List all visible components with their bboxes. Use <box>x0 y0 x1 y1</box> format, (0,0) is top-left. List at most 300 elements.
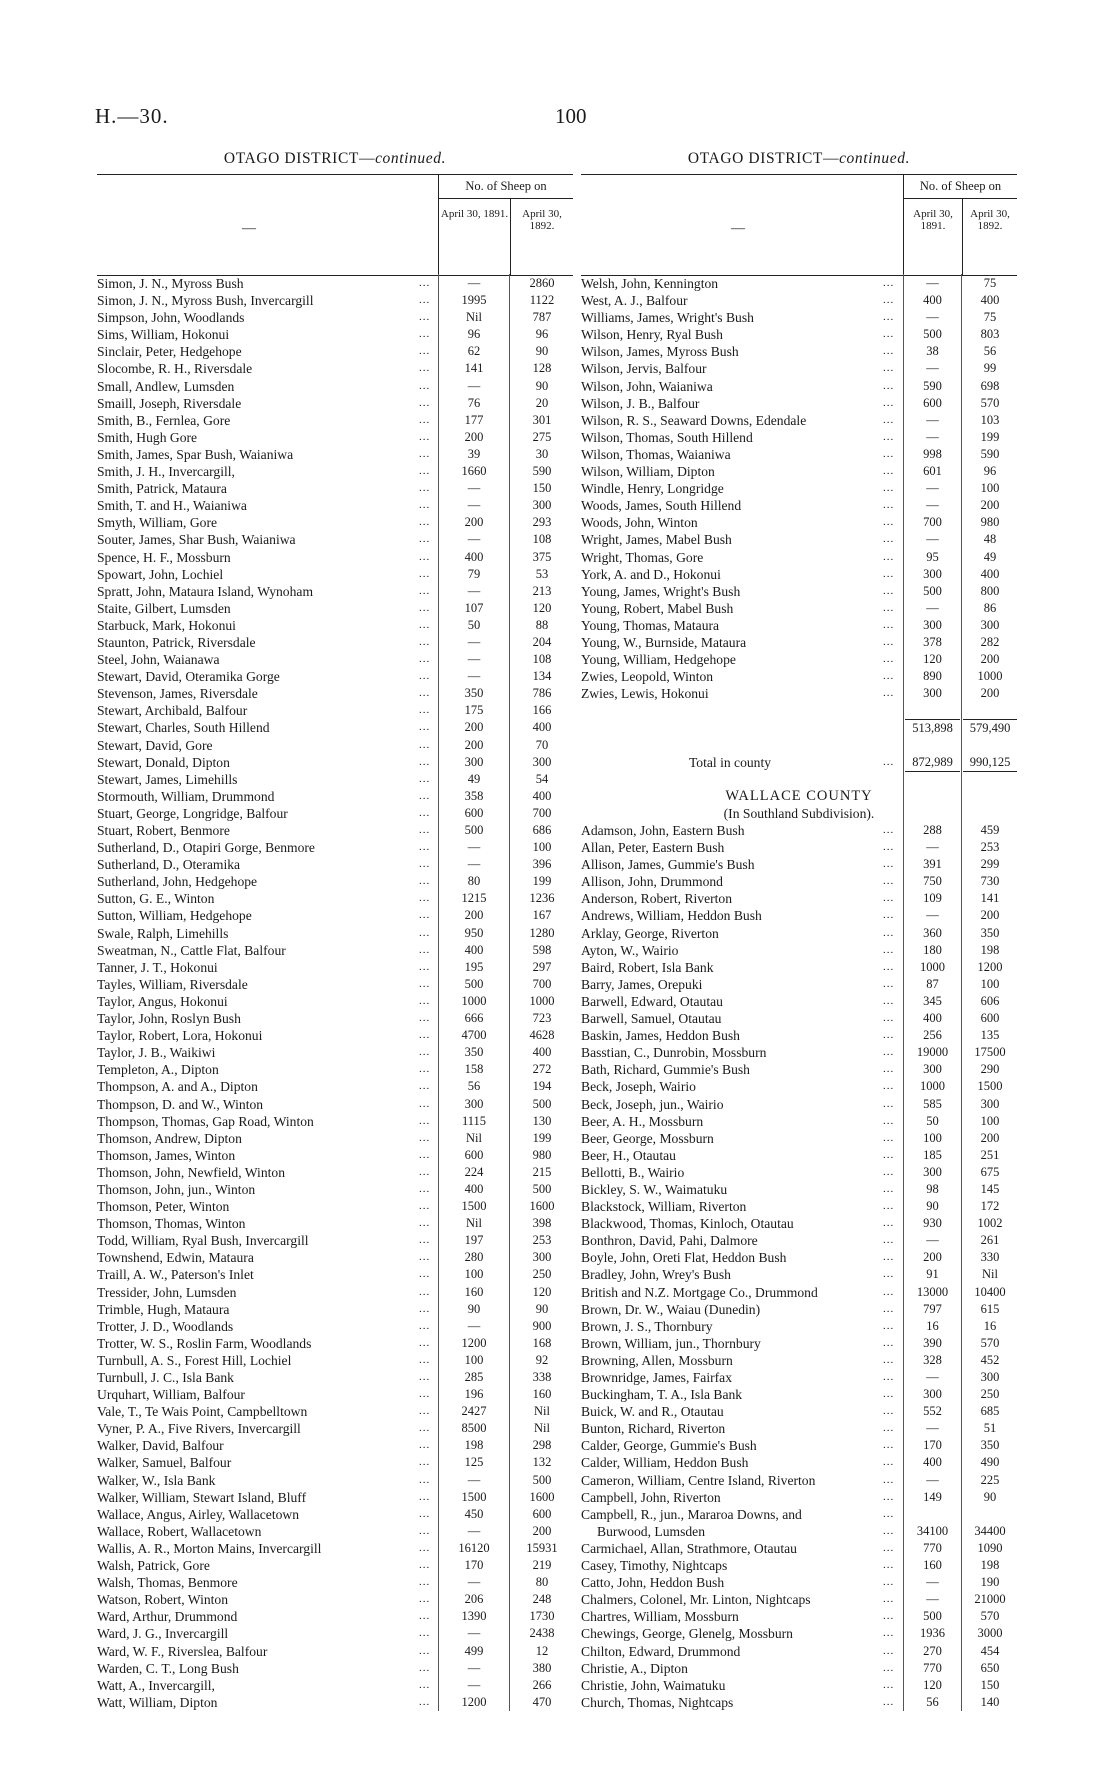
table-row <box>97 1437 573 1454</box>
table-row <box>97 651 573 668</box>
leader-dots: ... <box>419 687 431 700</box>
sheep-1892: 350 <box>980 1438 1000 1453</box>
table-row <box>97 1164 573 1181</box>
table-row <box>97 1061 573 1078</box>
leader-dots: ... <box>419 1097 431 1110</box>
leader-dots: ... <box>883 1593 895 1606</box>
table-row <box>581 1061 1017 1078</box>
sheep-1891: 378 <box>923 634 942 649</box>
sheep-1892: 160 <box>532 1387 552 1402</box>
leader-dots: ... <box>883 1490 895 1503</box>
table-row <box>581 1010 1017 1027</box>
owner-name: Ayton, W., Wairio <box>581 942 679 958</box>
sheep-1892: 300 <box>532 1250 552 1265</box>
owner-name: Trimble, Hugh, Mataura <box>97 1301 230 1317</box>
leader-dots: ... <box>419 1371 431 1383</box>
table-row <box>581 1147 1017 1164</box>
leader-dots: ... <box>419 533 431 546</box>
sheep-1891: — <box>467 840 481 855</box>
sheep-1891: 120 <box>923 652 942 667</box>
sheep-1891: 666 <box>464 1011 484 1026</box>
owner-name: Beer, George, Mossburn <box>581 1130 714 1146</box>
sheep-1892: 199 <box>980 429 1000 444</box>
sheep-1891: 91 <box>926 1267 939 1282</box>
sheep-1891: 300 <box>464 1096 484 1111</box>
leader-dots: ... <box>883 567 895 580</box>
sheep-count-header <box>438 175 573 275</box>
leader-dots: ... <box>419 1627 431 1640</box>
leader-dots: ... <box>419 1285 431 1298</box>
owner-name: Simon, J. N., Myross Bush, Invercargill <box>97 293 314 309</box>
owner-name: Smith, T. and H., Waianiwa <box>97 498 247 514</box>
table-row <box>97 1386 573 1403</box>
table-row <box>97 805 573 822</box>
owner-name: Wallis, A. R., Morton Mains, Invercargill <box>97 1540 322 1556</box>
sheep-1891: 400 <box>923 1455 942 1470</box>
sheep-1892: 15931 <box>526 1540 558 1555</box>
leader-dots: ... <box>419 824 431 836</box>
table-row <box>581 993 1017 1010</box>
sheep-1891: 1995 <box>461 293 487 308</box>
sheep-1892: 1280 <box>529 925 555 940</box>
table-row <box>581 1608 1017 1625</box>
sheep-1892: 16 <box>983 1318 997 1333</box>
right-table-header <box>581 174 1017 276</box>
sheep-1891: 100 <box>923 1130 942 1145</box>
sheep-1892: 54 <box>535 771 549 786</box>
sheep-1892: 650 <box>980 1660 1000 1675</box>
leader-dots: ... <box>883 1456 895 1469</box>
table-row <box>97 942 573 959</box>
leader-dots: ... <box>883 482 895 495</box>
table-row <box>581 1198 1017 1215</box>
col-1891-header: April 30, 1891. <box>440 208 509 220</box>
owner-name: Browning, Allen, Mossburn <box>581 1352 733 1368</box>
sheep-1891: 200 <box>464 429 484 444</box>
table-row <box>581 1677 1017 1694</box>
sheep-1891: 177 <box>464 412 484 427</box>
owner-name: Bellotti, B., Wairio <box>581 1164 685 1180</box>
sheep-1891: 56 <box>467 1079 481 1094</box>
owner-name: Sutherland, D., Otapiri Gorge, Benmore <box>97 840 315 856</box>
sheep-1892: 145 <box>980 1181 1000 1196</box>
table-row <box>581 429 1017 446</box>
sheep-1891: 300 <box>923 566 942 581</box>
leader-dots: ... <box>883 465 895 478</box>
owner-name: Wright, James, Mabel Bush <box>581 532 732 548</box>
sheep-1891: 890 <box>923 669 942 684</box>
sheep-1892: 290 <box>980 1062 1000 1077</box>
sheep-1892: 108 <box>532 652 552 667</box>
sheep-1892: 803 <box>980 327 1000 342</box>
sheep-1891: 300 <box>923 1062 942 1077</box>
table-row <box>581 1403 1017 1420</box>
owner-name: Thomson, Thomas, Winton <box>97 1216 246 1232</box>
table-row <box>97 1010 573 1027</box>
table-row <box>97 1318 573 1335</box>
table-row <box>581 480 1017 497</box>
table-row <box>97 378 573 395</box>
leader-dots: ... <box>883 1661 895 1674</box>
owner-name: Todd, William, Ryal Bush, Invercargill <box>97 1233 309 1249</box>
table-row <box>97 634 573 651</box>
owner-name: Trotter, J. D., Woodlands <box>97 1318 234 1334</box>
owner-name: Baskin, James, Heddon Bush <box>581 1028 740 1044</box>
sheep-1892: 190 <box>980 1575 1000 1590</box>
leader-dots: ... <box>883 687 895 700</box>
table-row <box>97 685 573 702</box>
sheep-1891: — <box>926 481 939 496</box>
leader-dots: ... <box>419 704 431 717</box>
sheep-1891: — <box>467 1472 481 1487</box>
sheep-1892: 150 <box>980 1677 1000 1692</box>
leader-dots: ... <box>883 875 895 888</box>
sheep-1891: 13000 <box>916 1284 949 1299</box>
leader-dots: ... <box>883 1388 895 1401</box>
sheep-1891: — <box>926 908 939 923</box>
sheep-1891: 141 <box>464 361 484 376</box>
owner-name: British and N.Z. Mortgage Co., Drummond <box>581 1284 818 1300</box>
leader-dots: ... <box>419 1678 431 1691</box>
sheep-1891: 38 <box>926 344 939 359</box>
table-row <box>97 566 573 583</box>
sheep-1892: 194 <box>532 1079 552 1094</box>
owner-name: Young, Robert, Mabel Bush <box>581 600 734 616</box>
sheep-1891: 200 <box>464 720 484 735</box>
leader-dots: ... <box>419 1336 431 1349</box>
sheep-group-title: No. of Sheep on <box>439 175 573 199</box>
owner-name: Zwies, Leopold, Winton <box>581 669 714 685</box>
table-row <box>581 839 1017 856</box>
leader-dots: ... <box>883 533 895 546</box>
table-row <box>581 1489 1017 1506</box>
sheep-1892: 500 <box>532 1096 552 1111</box>
leader-dots: ... <box>883 977 895 990</box>
table-row <box>581 1164 1017 1181</box>
sheep-1892: 200 <box>980 686 1000 701</box>
sheep-1891: 930 <box>923 1216 942 1231</box>
leader-dots: ... <box>883 926 895 939</box>
sheep-1891: 8500 <box>461 1421 487 1436</box>
leader-dots: ... <box>883 1114 895 1127</box>
leader-dots: ... <box>419 1080 431 1093</box>
owner-name: Woods, James, South Hillend <box>581 498 742 514</box>
sheep-1892: 590 <box>532 464 552 479</box>
table-row <box>581 1540 1017 1557</box>
table-row <box>97 1540 573 1557</box>
sheep-1891: — <box>467 498 481 513</box>
sheep-1892: 275 <box>532 429 552 444</box>
table-row <box>581 1352 1017 1369</box>
owner-name: Thompson, Thomas, Gap Road, Winton <box>97 1113 314 1129</box>
sheep-1891: 200 <box>923 1250 942 1265</box>
sheep-1892: 204 <box>532 634 552 649</box>
sheep-1892: 30 <box>535 446 549 461</box>
sheep-1891: 90 <box>926 1199 939 1214</box>
sheep-1892: 90 <box>983 1489 997 1504</box>
table-row <box>581 685 1017 702</box>
table-row <box>581 822 1017 839</box>
leader-dots: ... <box>883 1131 895 1144</box>
leader-dots: ... <box>883 447 895 460</box>
table-row <box>97 788 573 805</box>
owner-name: Thompson, D. and W., Winton <box>97 1096 264 1112</box>
sheep-1891: 50 <box>926 1113 939 1128</box>
owner-name: Sutherland, John, Hedgehope <box>97 874 258 890</box>
owner-name: Warden, C. T., Long Bush <box>97 1660 239 1676</box>
sheep-1891: 300 <box>923 1387 942 1402</box>
leader-dots: ... <box>883 1610 895 1623</box>
owner-name: Young, James, Wright's Bush <box>581 583 741 599</box>
sheep-1892: 128 <box>532 361 552 376</box>
sheep-1891: — <box>926 600 939 615</box>
sheep-1891: 76 <box>467 395 481 410</box>
table-row <box>581 873 1017 890</box>
sheep-1892: 375 <box>532 549 552 564</box>
owner-name: Urquhart, William, Balfour <box>97 1387 245 1403</box>
leader-dots: ... <box>419 311 431 324</box>
leader-dots: ... <box>419 1661 431 1674</box>
sheep-1892: 454 <box>980 1643 1000 1658</box>
table-row <box>97 1335 573 1352</box>
sheep-1892: 10400 <box>974 1284 1006 1299</box>
sheep-1892: 570 <box>980 1609 1000 1624</box>
owner-name: Simpson, John, Woodlands <box>97 310 245 326</box>
sheep-1892: 251 <box>980 1147 1000 1162</box>
sheep-1892: 53 <box>535 566 549 581</box>
table-row <box>581 1557 1017 1574</box>
table-row <box>581 1506 1017 1523</box>
table-row <box>581 360 1017 377</box>
table-row <box>581 1660 1017 1677</box>
leader-dots: ... <box>883 841 895 854</box>
owner-name: Smaill, Joseph, Riversdale <box>97 395 242 411</box>
table-row <box>97 668 573 685</box>
owner-name: Basstian, C., Dunrobin, Mossburn <box>581 1045 767 1061</box>
leader-dots: ... <box>419 345 431 358</box>
owner-name: Wilson, Jervis, Balfour <box>581 361 707 377</box>
county-heading: WALLACE COUNTY <box>725 787 873 804</box>
sheep-1892: 90 <box>535 378 549 393</box>
sheep-1892: 75 <box>983 310 997 325</box>
leader-dots: ... <box>883 1029 895 1042</box>
sheep-1891: 1390 <box>461 1609 487 1624</box>
table-row <box>581 1574 1017 1591</box>
col-1892-header: April 30, 1892. <box>510 199 573 275</box>
sheep-1891: 280 <box>464 1250 484 1265</box>
table-row <box>581 395 1017 412</box>
leader-dots: ... <box>883 1559 895 1572</box>
sheep-1892: 400 <box>980 566 1000 581</box>
leader-dots: ... <box>419 977 431 990</box>
sheep-1891: 288 <box>923 823 942 837</box>
sheep-1891: 500 <box>464 823 484 837</box>
owner-name: Walsh, Patrick, Gore <box>97 1558 210 1574</box>
table-row <box>581 1232 1017 1249</box>
sheep-1892: 786 <box>532 686 552 701</box>
leader-dots: ... <box>419 516 431 529</box>
leader-dots: ... <box>883 1422 895 1435</box>
sheep-1892: 600 <box>532 1506 552 1521</box>
sheep-1891: — <box>926 532 939 547</box>
leader-dots: ... <box>419 858 431 871</box>
owner-name: Bickley, S. W., Waimatuku <box>581 1181 728 1197</box>
owner-name: Stewart, James, Limehills <box>97 771 238 787</box>
leader-dots: ... <box>883 892 895 905</box>
sheep-1892: 200 <box>980 1130 1000 1145</box>
leader-dots: ... <box>883 1576 895 1589</box>
sheep-1891: — <box>467 857 481 872</box>
sheep-1892: 17500 <box>974 1045 1006 1060</box>
table-row <box>581 1386 1017 1403</box>
owner-name: Young, Thomas, Mataura <box>581 617 720 633</box>
sheep-1891: — <box>467 1660 481 1675</box>
sheep-1892: 167 <box>532 908 552 923</box>
leader-dots: ... <box>883 430 895 443</box>
sheep-1891: — <box>467 276 481 290</box>
leader-dots: ... <box>419 1559 431 1572</box>
sheep-1891: — <box>467 1523 481 1538</box>
sheep-1892: 108 <box>532 532 552 547</box>
owner-name: Chalmers, Colonel, Mr. Linton, Nightcaps <box>581 1592 811 1608</box>
sheep-1891: 256 <box>923 1028 942 1043</box>
owner-name: Walker, Samuel, Balfour <box>97 1455 232 1471</box>
left-table-body <box>97 275 573 1711</box>
sheep-1892: 698 <box>980 378 1000 393</box>
sheep-1891: — <box>926 310 939 325</box>
leader-dots: ... <box>883 1217 895 1230</box>
sheep-1892: 103 <box>980 412 1000 427</box>
leader-dots: ... <box>419 413 431 426</box>
leader-dots: ... <box>883 1541 895 1554</box>
leader-dots: ... <box>883 1353 895 1366</box>
sheep-1891: — <box>926 1472 939 1487</box>
owner-name: West, A. J., Balfour <box>581 293 688 309</box>
leader-dots: ... <box>419 1456 431 1469</box>
sheep-1891: — <box>467 1626 481 1641</box>
owner-name: Souter, James, Shar Bush, Waianiwa <box>97 532 296 548</box>
sheep-1891: 96 <box>467 327 481 342</box>
sheep-1892: 900 <box>532 1318 552 1333</box>
sheep-1891: 285 <box>464 1370 484 1384</box>
table-row <box>97 1181 573 1198</box>
sheep-1891: 1936 <box>920 1626 945 1641</box>
leader-dots: ... <box>419 618 431 631</box>
owner-name: Blackwood, Thomas, Kinloch, Otautau <box>581 1216 794 1232</box>
table-row <box>97 839 573 856</box>
sheep-1892: 34400 <box>974 1523 1006 1538</box>
leader-dots: ... <box>883 1012 895 1025</box>
sheep-1892: Nil <box>982 1267 998 1282</box>
owner-name: Casey, Timothy, Nightcaps <box>581 1558 728 1574</box>
leader-dots: ... <box>883 1234 895 1247</box>
owner-name: Brownridge, James, Fairfax <box>581 1370 733 1385</box>
sheep-1891: 1200 <box>461 1335 487 1350</box>
table-row <box>97 822 573 839</box>
leader-dots: ... <box>883 345 895 358</box>
sheep-1892: 80 <box>535 1575 549 1590</box>
leader-dots: ... <box>419 1610 431 1623</box>
owner-name: Boyle, John, Oreti Flat, Heddon Bush <box>581 1250 787 1266</box>
sheep-1892: 293 <box>532 515 552 530</box>
leader-dots: ... <box>883 1524 895 1537</box>
table-row <box>97 583 573 600</box>
leader-dots: ... <box>883 362 895 375</box>
owner-name: Walker, David, Balfour <box>97 1438 224 1454</box>
sheep-1891: 180 <box>923 942 942 957</box>
owner-name: Watt, William, Dipton <box>97 1694 218 1710</box>
sheep-1892: 100 <box>980 976 1000 991</box>
sheep-1891: 4700 <box>461 1028 487 1043</box>
owner-name: Wilson, Thomas, South Hillend <box>581 429 753 445</box>
sheep-1892: 396 <box>532 857 552 872</box>
table-row <box>581 1113 1017 1130</box>
sheep-1892: 350 <box>980 925 1000 940</box>
sheep-1892: 100 <box>980 1113 1000 1128</box>
leader-dots: ... <box>419 1165 431 1178</box>
subtotal-1891: 513,898 <box>905 719 960 737</box>
right-column-title: OTAGO DISTRICT—continued. <box>687 150 911 167</box>
owner-name: Stuart, George, Longridge, Balfour <box>97 805 288 821</box>
owner-name: Watt, A., Invercargill, <box>97 1677 215 1693</box>
table-row <box>581 856 1017 873</box>
sheep-1892: 86 <box>983 600 997 615</box>
owner-name: Chilton, Edward, Drummond <box>581 1643 741 1659</box>
owner-name: Church, Thomas, Nightcaps <box>581 1694 734 1710</box>
leader-dots: ... <box>883 1097 895 1110</box>
owner-name: Ward, J. G., Invercargill <box>97 1626 229 1642</box>
col-1892-header: April 30, 1892. <box>962 199 1017 275</box>
leader-dots: ... <box>419 482 431 495</box>
leader-dots: ... <box>883 1439 895 1452</box>
sheep-1891: 345 <box>923 993 942 1008</box>
leader-dots: ... <box>419 584 431 597</box>
sheep-1892: 685 <box>980 1404 1000 1419</box>
sheep-1892: 166 <box>532 703 552 718</box>
owner-name: Windle, Henry, Longridge <box>581 481 724 497</box>
table-row <box>581 1369 1017 1386</box>
table-row <box>97 326 573 343</box>
owner-name: Vale, T., Te Wais Point, Campbelltown <box>97 1404 308 1420</box>
sheep-group-title: No. of Sheep on <box>904 175 1017 199</box>
owner-name: Sweatman, N., Cattle Flat, Balfour <box>97 942 286 958</box>
sheep-1892: 452 <box>980 1352 1000 1367</box>
table-row <box>581 942 1017 959</box>
table-row <box>581 549 1017 566</box>
owner-name: Campbell, R., jun., Mararoa Downs, and <box>581 1506 802 1522</box>
leader-dots: ... <box>883 1695 895 1708</box>
table-row <box>97 1249 573 1266</box>
sheep-1891: 206 <box>464 1592 484 1607</box>
sheep-1892: 1236 <box>529 891 555 906</box>
table-row <box>97 549 573 566</box>
sheep-1891: 170 <box>923 1438 942 1453</box>
leader-dots: ... <box>883 755 895 768</box>
owner-name: Bath, Richard, Gummie's Bush <box>581 1062 750 1078</box>
table-row <box>581 1249 1017 1266</box>
table-row <box>581 1301 1017 1318</box>
sheep-1891: — <box>926 498 939 513</box>
sheep-1891: — <box>467 1575 481 1590</box>
leader-dots: ... <box>883 413 895 426</box>
table-row <box>581 463 1017 480</box>
table-row <box>97 1608 573 1625</box>
sheep-1891: 1000 <box>920 959 945 974</box>
sheep-1892: 686 <box>532 823 552 837</box>
sheep-1891: 100 <box>464 1352 484 1367</box>
sheep-1892: 297 <box>532 959 552 974</box>
sheep-1892: 3000 <box>977 1626 1003 1641</box>
